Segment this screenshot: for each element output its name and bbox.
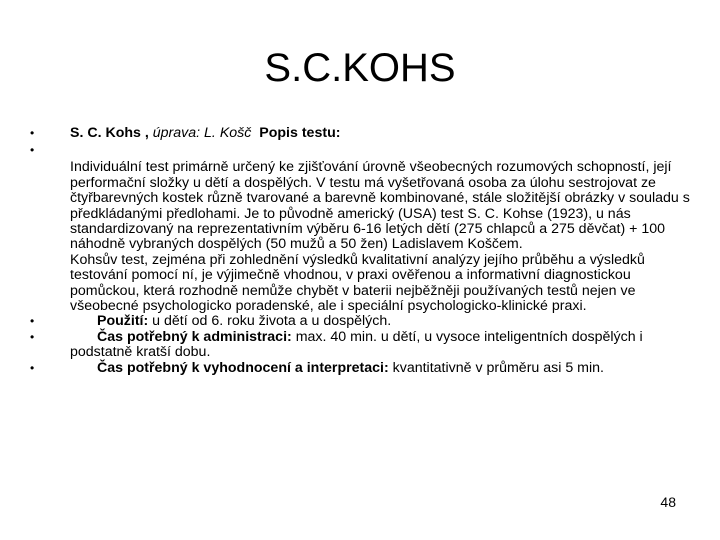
list-item [30, 361, 700, 376]
bullet-list [30, 126, 700, 376]
list-item [30, 330, 700, 361]
admin-time-label: Čas potřebný k administraci: [97, 328, 292, 345]
description-paragraph: Individuální test primárně určený ke zjišťování úrovně všeobecných rozumových schopností, její performační složky u dětí a dospělých. V testu má vyšetřovaná osoba za úlohu sestrojovat ze čtyřbarevných kostek různě tvarované a barevně kombinované, stále složitější obrázky v souladu s předkládanými předlohami. Je to původně americký (USA) test S. C. Kohse (1923), u nás standardizovaný na reprezentativním výběru 6-16 letých dětí (275 chlapců a 275 děvčat) + 100 náhodně vybraných dospělých (50 mužů a 50 žen) Ladislavem Koščem. [70, 159, 690, 253]
evaluation-time-text: kvantitativně v průměru asi 5 min. [388, 359, 604, 376]
adaptation-text: úprava: L. Košč [152, 125, 252, 141]
bullet-icon: • [30, 314, 35, 329]
bullet-icon: • [30, 360, 35, 375]
usage-text: u dětí od 6. roku života a u dospělých. [148, 313, 392, 330]
list-item [30, 314, 700, 329]
list-item [30, 126, 700, 141]
bullet-icon: • [30, 126, 35, 140]
description-paragraph: Kohsův test, zejména při zohlednění výsledků kvalitativní analýzy jejího průběhu a výsledků testování pomocí ní, je výjimečně vhodnou, v praxi ověřenou a informativní diagnostickou pomůckou, která rozhodně nemůže chybět v baterii nejběžněji používaných testů nejen ve všeobecné psychologicko poradenské, ale i speciální psychologicko-klinické praxi. [70, 251, 645, 315]
bullet-icon: • [30, 143, 35, 158]
slide-title: S.C.KOHS [264, 46, 456, 90]
list-item [30, 143, 700, 314]
usage-label: Použití: [97, 313, 149, 330]
admin-time-text: max. 40 min. u dětí, u vysoce inteligentních dospělých i podstatně kratší dobu. [70, 328, 643, 361]
page-number: 48 [660, 494, 676, 510]
section-heading: Popis testu: [259, 125, 341, 141]
author-text: S. C. Kohs , [70, 125, 153, 141]
bullet-icon: • [30, 329, 35, 344]
evaluation-time-label: Čas potřebný k vyhodnocení a interpretaci: [97, 359, 389, 376]
